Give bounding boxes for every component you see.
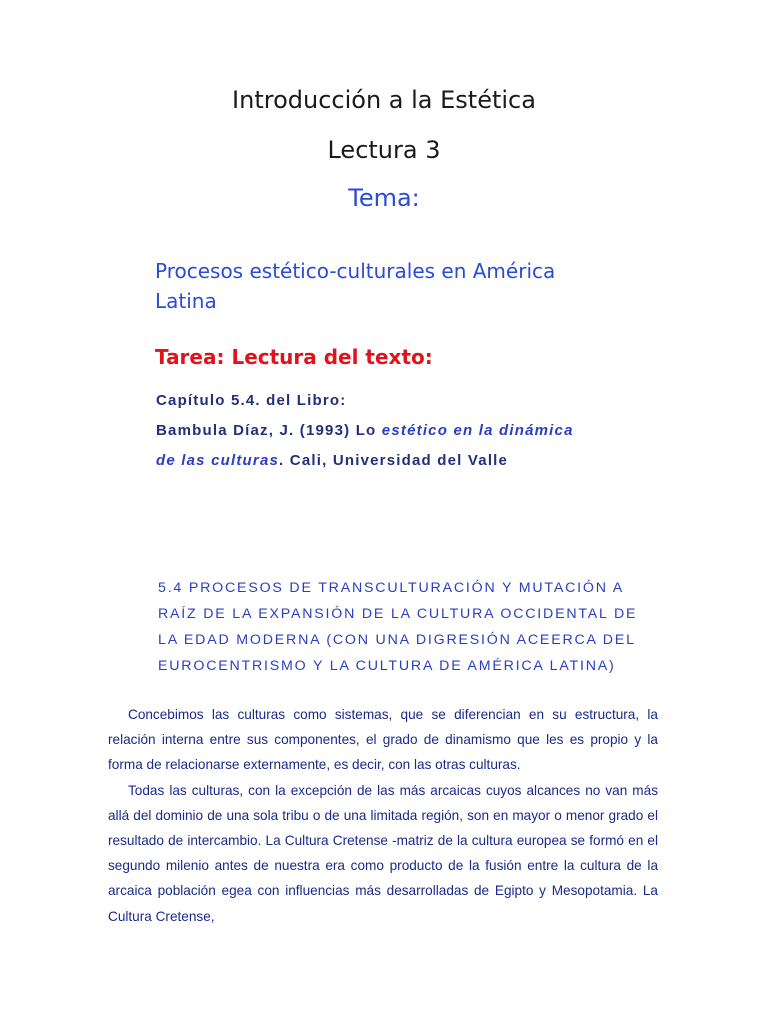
reference-chapter: Capítulo 5.4. del Libro: xyxy=(156,392,347,409)
section-heading-line: LA EDAD MODERNA (CON UNA DIGRESIÓN ACEERCA DEL xyxy=(158,632,636,648)
topic-title-line-2: Latina xyxy=(155,289,217,313)
topic-title xyxy=(155,256,655,316)
body-text xyxy=(108,702,658,929)
topic-label: Tema: xyxy=(348,184,420,212)
task-label: Tarea: Lectura del texto: xyxy=(155,345,433,369)
reference-book-title-part2: de las culturas xyxy=(156,452,280,469)
reference-book-title-part1: estético en la dinámica xyxy=(381,422,574,439)
reference-publisher: . Cali, Universidad del Valle xyxy=(279,452,509,469)
reference-author: Bambula Díaz, J. (1993) Lo xyxy=(156,422,382,439)
reference-block xyxy=(156,386,676,476)
reference-citation-line-1 xyxy=(156,416,676,446)
section-heading xyxy=(158,575,678,679)
section-heading-line: RAÍZ DE LA EXPANSIÓN DE LA CULTURA OCCIDENTAL DE xyxy=(158,606,638,622)
lecture-number: Lectura 3 xyxy=(327,136,441,164)
topic-title-line-1: Procesos estético-culturales en América xyxy=(155,259,556,283)
paragraph: Concebimos las culturas como sistemas, que se diferencian en su estructura, la relación interna entre sus componentes, el grado de dinamismo que les es propio y la forma de relacionarse externamente, es decir, con las otras culturas. xyxy=(108,707,658,773)
paragraph: Todas las culturas, con la excepción de las más arcaicas cuyos alcances no van más allá del dominio de una sola tribu o de una limitada región, son en mayor o menor grado el resultado de intercambio. La Cultura Cretense -matriz de la cultura europea se formó en el segundo milenio antes de nuestra era como producto de la fusión entre la cultura de la arcaica población egea con influencias más desarrolladas de Egipto y Mesopotamia. La Cultura Cretense, xyxy=(108,782,658,924)
section-heading-line: EUROCENTRISMO Y LA CULTURA DE AMÉRICA LATINA) xyxy=(158,658,616,674)
section-heading-line: 5.4 PROCESOS DE TRANSCULTURACIÓN Y MUTACIÓN A xyxy=(158,580,624,596)
document-title: Introducción a la Estética xyxy=(232,86,536,114)
reference-citation-line-2 xyxy=(156,446,676,476)
